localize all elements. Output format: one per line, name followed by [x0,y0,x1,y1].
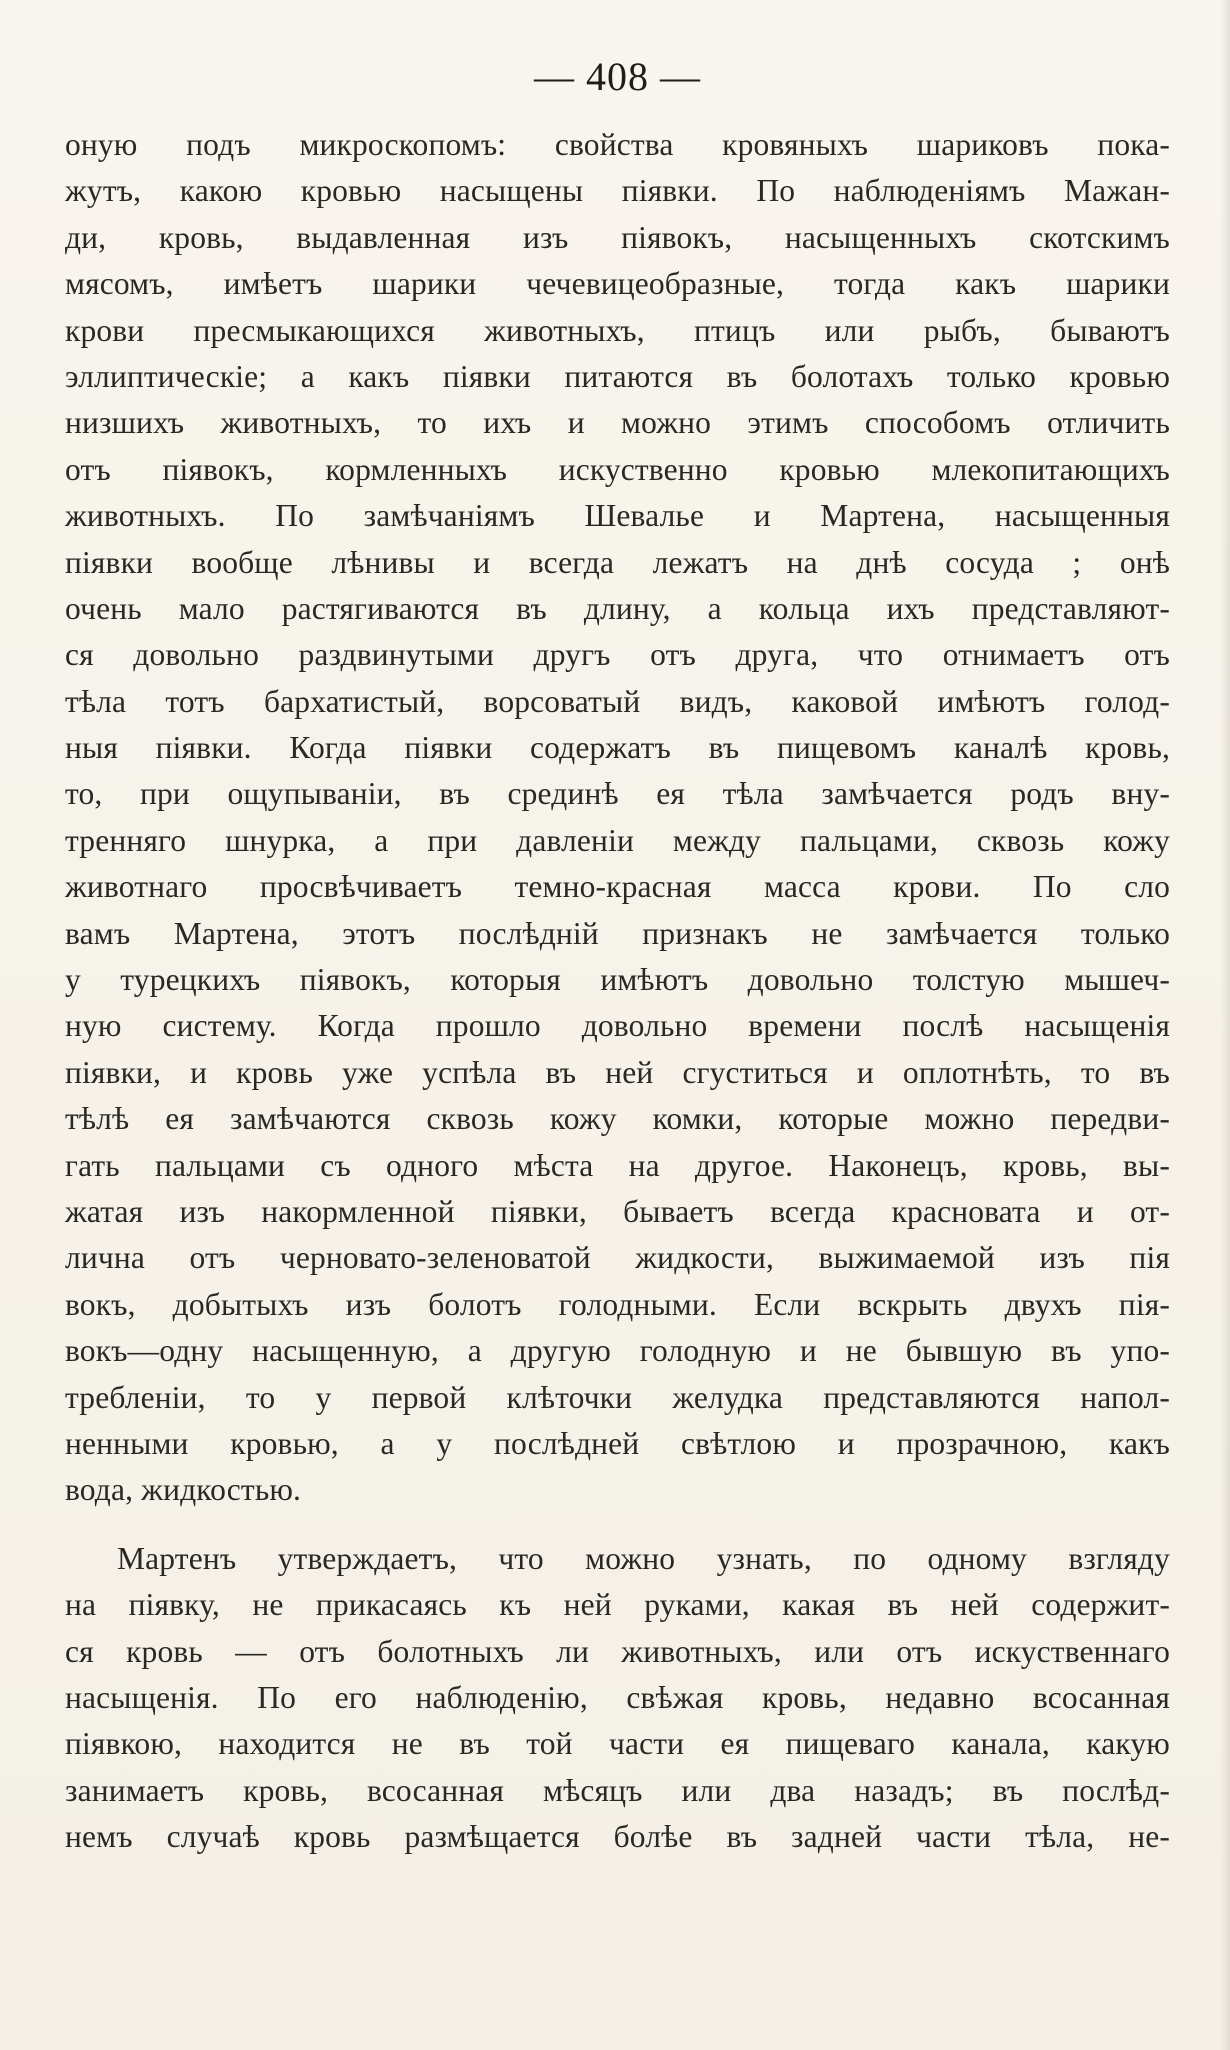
text-line: очень мало растягиваются въ длину, а кольца ихъ представляют- [65,590,1170,626]
text-line: животныхъ. По замѣчаніямъ Шевалье и Мартена, насыщенныя [65,498,1170,534]
text-line: на піявку, не прикасаясь къ ней руками, какая въ ней содержит- [65,1587,1170,1623]
text-line: ся кровь — отъ болотныхъ ли животныхъ, или отъ искуственнаго [65,1633,1170,1669]
text-line: насыщенія. По его наблюденію, свѣжая кровь, недавно всосанная [65,1679,1170,1715]
text-line: ную систему. Когда прошло довольно времени послѣ насыщенія [65,1008,1170,1044]
text-line: животнаго просвѣчиваетъ темно-красная масса крови. По сло [65,869,1170,905]
text-line: ся довольно раздвинутыми другъ отъ друга, что отнимаетъ отъ [65,637,1170,673]
text-line: ныя піявки. Когда піявки содержатъ въ пищевомъ каналѣ кровь, [65,730,1170,766]
paragraph-2 [65,1536,1170,1861]
text-line: ненными кровью, а у послѣдней свѣтлою и прозрачною, какъ [65,1425,1170,1461]
text-line: вамъ Мартена, этотъ послѣдній признакъ не замѣчается только [65,915,1170,951]
text-line: мясомъ, имѣетъ шарики чечевицеобразные, тогда какъ шарики [65,266,1170,302]
text-line: у турецкихъ піявокъ, которыя имѣютъ довольно толстую мышеч- [65,962,1170,998]
text-line: занимаетъ кровь, всосанная мѣсяцъ или два назадъ; въ послѣд- [65,1772,1170,1808]
text-line: вокъ—одну насыщенную, а другую голодную и не бывшую въ упо- [65,1333,1170,1369]
text-line: тѣлѣ ея замѣчаются сквозь кожу комки, которые можно передви- [65,1101,1170,1137]
text-line: жутъ, какою кровью насыщены піявки. По наблюденіямъ Мажан- [65,173,1170,209]
page-body [65,122,1170,1860]
text-line: вокъ, добытыхъ изъ болотъ голодными. Если вскрыть двухъ пія- [65,1286,1170,1322]
text-line: гать пальцами съ одного мѣста на другое. Наконецъ, кровь, вы- [65,1147,1170,1183]
text-line: піявки вообще лѣнивы и всегда лежатъ на днѣ сосуда ; онѣ [65,544,1170,580]
text-line: низшихъ животныхъ, то ихъ и можно этимъ способомъ отличить [65,405,1170,441]
text-line: Мартенъ утверждаетъ, что можно узнать, по одному взгляду [117,1540,1170,1576]
text-line: вода, жидкостью. [65,1472,302,1508]
text-line: то, при ощупываніи, въ срединѣ ея тѣла замѣчается родъ вну- [65,776,1170,812]
text-line: ди, кровь, выдавленная изъ піявокъ, насыщенныхъ скотскимъ [65,219,1170,255]
text-line: жатая изъ накормленной піявки, бываетъ всегда красновата и от- [65,1193,1170,1229]
text-line: лична отъ черновато-зеленоватой жидкости, выжимаемой изъ пія [65,1240,1170,1276]
text-line: отъ піявокъ, кормленныхъ искуственно кровью млекопитающихъ [65,451,1170,487]
text-line: тренняго шнурка, а при давленіи между пальцами, сквозь кожу [65,822,1170,858]
text-line: эллиптическіе; а какъ піявки питаются въ болотахъ только кровью [65,358,1170,394]
page-edge-shadow [1220,0,1230,2050]
page-number: — 408 — [534,54,701,99]
text-line: піявкою, находится не въ той части ея пищеваго канала, какую [65,1726,1170,1762]
text-line: оную подъ микроскопомъ: свойства кровяныхъ шариковъ пока- [65,127,1170,162]
text-line: немъ случаѣ кровь размѣщается болѣе въ задней части тѣла, не- [65,1819,1170,1855]
text-line: тѣла тотъ бархатистый, ворсоватый видъ, каковой имѣютъ голод- [65,683,1170,719]
paragraph-gap [65,1514,1170,1536]
paragraph-1 [65,122,1170,1514]
text-line: требленіи, то у первой клѣточки желудка представляются напол- [65,1379,1170,1415]
text-line: крови пресмыкающихся животныхъ, птицъ или рыбъ, бываютъ [65,312,1170,348]
text-line: піявки, и кровь уже успѣла въ ней сгуститься и оплотнѣть, то въ [65,1054,1170,1090]
